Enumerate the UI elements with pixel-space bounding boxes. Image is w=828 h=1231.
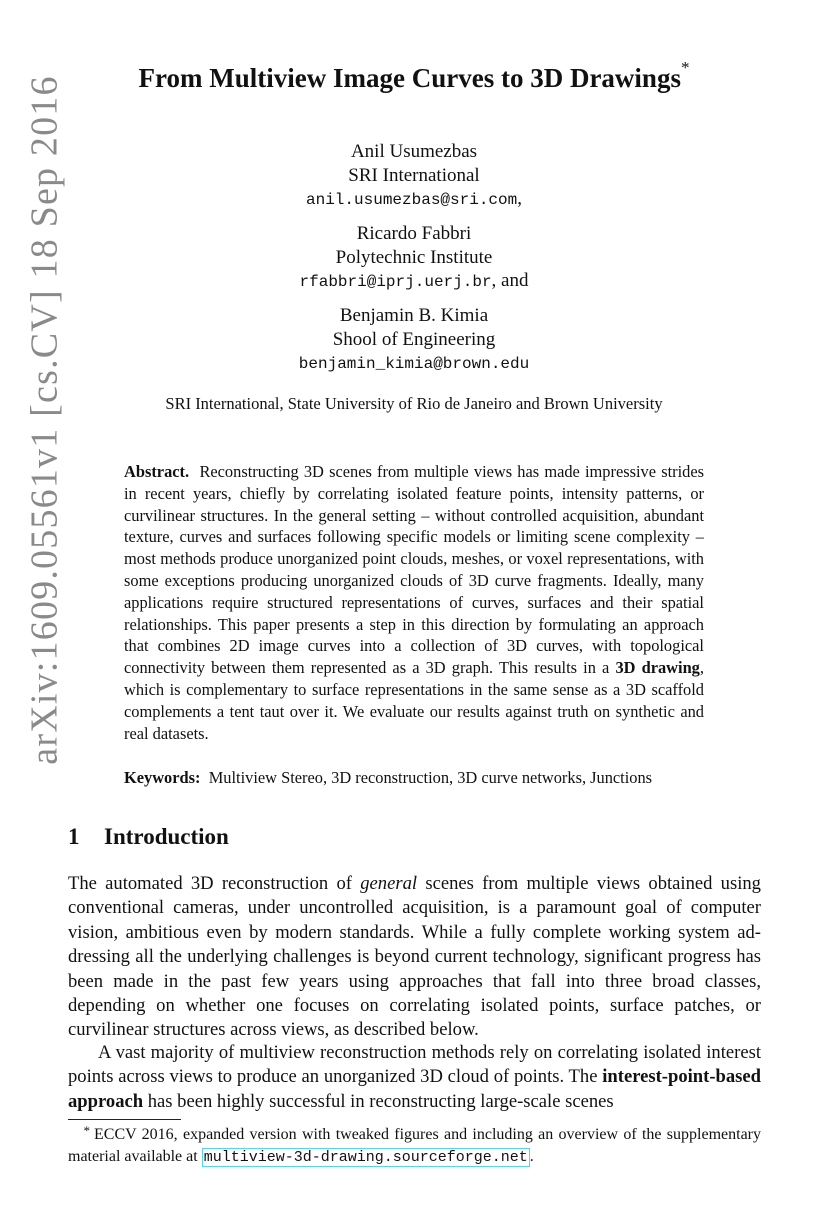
affiliations: SRI International, State University of Rio de Janeiro and Brown University bbox=[165, 394, 663, 413]
arxiv-identifier: arXiv:1609.05561v1 [cs.CV] 18 Sep 2016 bbox=[24, 75, 66, 765]
paper-title: From Multiview Image Curves to 3D Drawings* bbox=[138, 58, 690, 93]
author-name: Anil Usumezbas bbox=[350, 141, 478, 162]
title-footnote-mark: * bbox=[680, 58, 690, 77]
footnote: * ECCV 2016, expanded version with tweaked figures and including an overview of the supplementary material available at multiview-3d-drawing.sourceforge.net . bbox=[68, 1124, 761, 1169]
keywords: Keywords: Multiview Stereo, 3D reconstruction, 3D curve networks, Junctions bbox=[124, 768, 653, 787]
author-name: Ricardo Fabbri bbox=[356, 223, 472, 244]
author-org: SRI International bbox=[348, 164, 480, 186]
keywords-label: Keywords: bbox=[124, 768, 201, 787]
section-number: 1 bbox=[68, 824, 80, 849]
section-heading bbox=[68, 824, 229, 850]
author-name: Benjamin B. Kimia bbox=[339, 305, 489, 326]
abstract-label: Abstract. bbox=[124, 462, 190, 481]
author-email[interactable]: benjamin_kimia@brown.edu bbox=[298, 355, 530, 373]
author-org: Shool of Engineering bbox=[332, 328, 496, 350]
footnote-url-link[interactable]: multiview-3d-drawing.sourceforge.net bbox=[203, 1149, 528, 1166]
author-email[interactable]: rfabbri@iprj.uerj.br bbox=[299, 273, 492, 291]
author-email[interactable]: anil.usumezbas@sri.com bbox=[306, 191, 518, 209]
footnote-mark: * bbox=[83, 1123, 90, 1138]
author-org: Polytechnic Institute bbox=[335, 246, 493, 268]
author-block-3 bbox=[0, 304, 828, 377]
intro-paragraph-2: A vast majority of multiview reconstruction methods rely on correlating isolated interest points across views to produce an unorganized 3D cloud of points. The interest-point-based approach has been highly successful in reconstructing large-scale scenes bbox=[68, 1042, 761, 1112]
author-block-2: Ricardo Fabbri Polytechnic Institute rfabbri@iprj.uerj.br, and bbox=[0, 222, 828, 295]
author-block-1: Anil Usumezbas SRI International anil.usumezbas@sri.com, bbox=[0, 140, 828, 213]
intro-paragraph-1: The automated 3D reconstruction of general scenes from multiple views obtained using conventional cameras, under uncontrolled acquisition, is a paramount goal of computer vision, ambitious even by modern standards. While a fully complete working system addressing all the underlying challenges is beyond current technology, significant progress has been made in the past few years using approaches that fall into three broad classes, depending on whether one focuses on correlating isolated points, surface patches, or curvilinear structures across views, as described below. bbox=[68, 873, 761, 1041]
section-title: Introduction bbox=[104, 824, 229, 849]
abstract: Abstract. Reconstructing 3D scenes from multiple views has made impressive strides in recent years, chiefly by correlating isolated feature points, intensity patterns, or curvilinear structures. In the general setting – without controlled acquisition, abundant texture, curves and surfaces following specific models or limiting scene complexity – most methods produce unorganized point clouds, meshes, or voxel representations, with some exceptions producing unorganized clouds of 3D curve fragments. Ideally, many applications require structured representations of curves, surfaces and their spatial relationships. This paper presents a step in this direction by formulating an approach that combines 2D image curves into a collection of 3D curves, with topological connectivity between them represented as a 3D graph. This results in a 3D drawing, which is complementary to surface representations in the same sense as a 3D scaffold complements a tent taut over it. We evaluate our results against truth on synthetic and real datasets. bbox=[124, 462, 704, 743]
abstract-bold-term: 3D drawing bbox=[615, 658, 700, 678]
